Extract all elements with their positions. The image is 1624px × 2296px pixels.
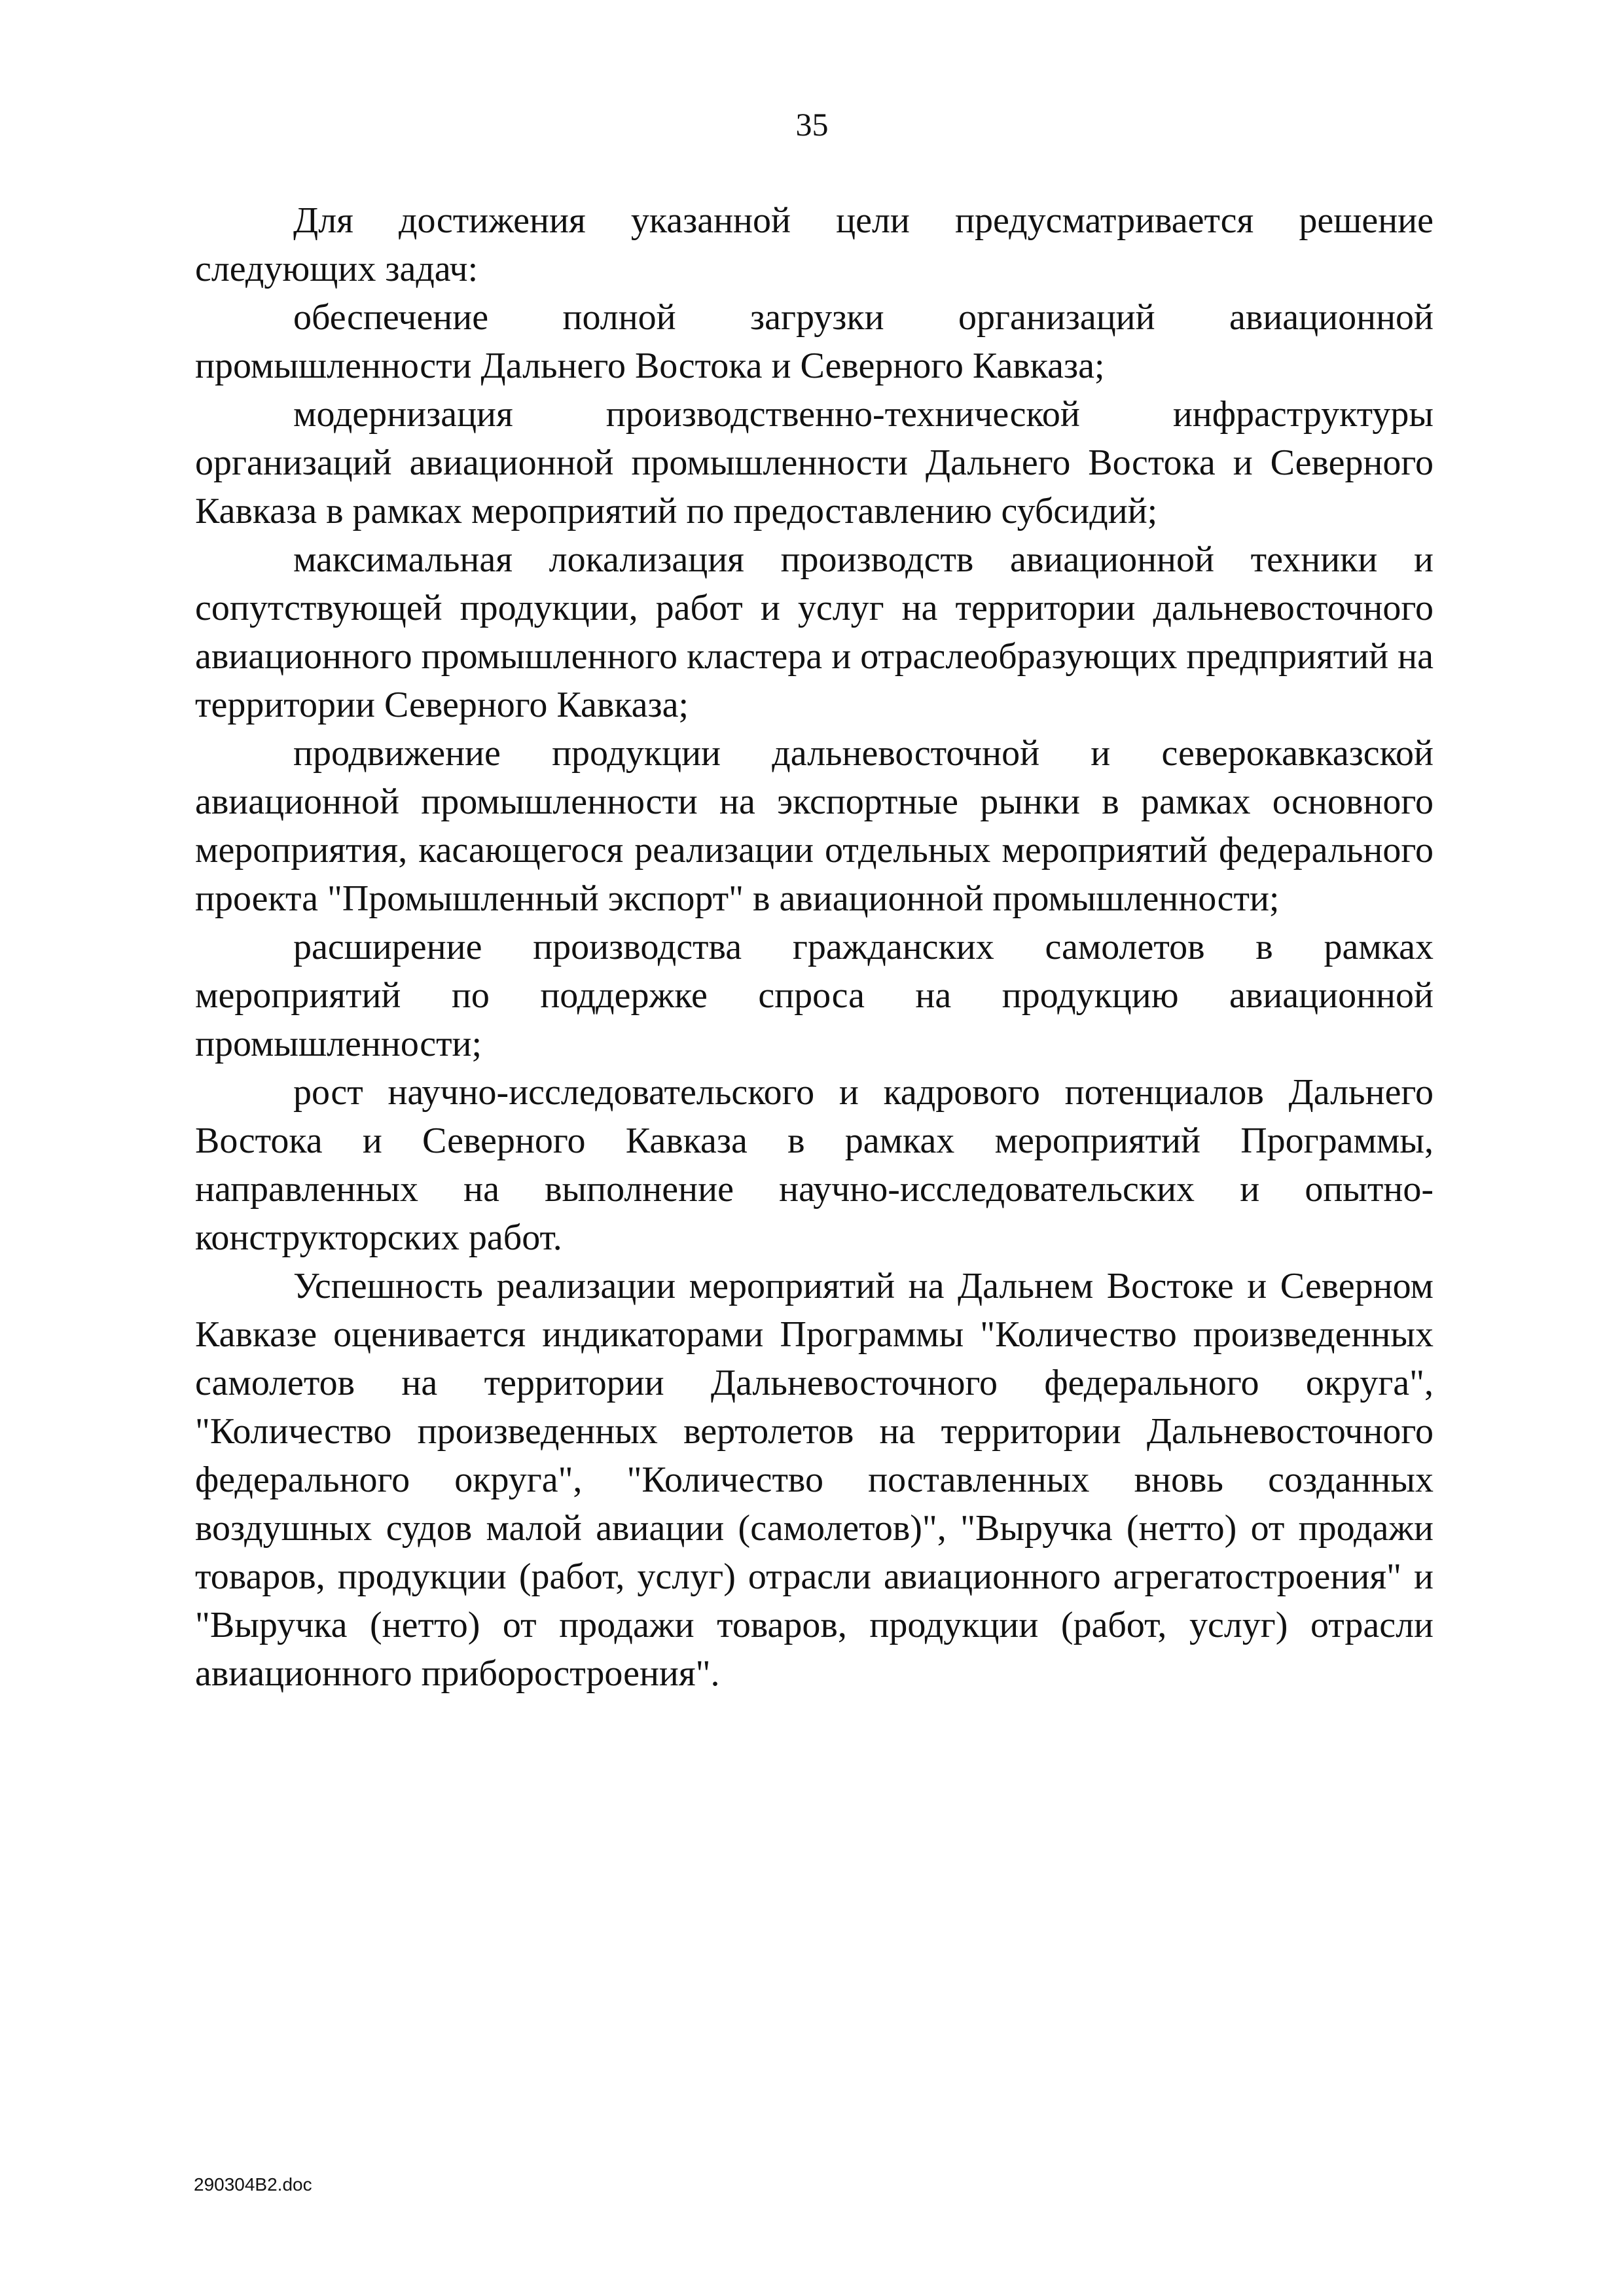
page-number: 35	[795, 106, 829, 143]
paragraph-success-indicators: Успешность реализации мероприятий на Дальнем Востоке и Северном Кавказе оценивается индикаторами Программы "Количество произведенных самолетов на территории Дальневосточного федерального округа", "Количество произведенных вертолетов на территории Дальневосточного федерального округа", "Количество поставленных вновь созданных воздушных судов малой авиации (самолетов)", "Выручка (нетто) от продажи товаров, продукции (работ, услуг) отрасли авиационного агрегатостроения" и "Выручка (нетто) от продажи товаров, продукции (работ, услуг) отрасли авиационного приборостроения".	[195, 1266, 1434, 1694]
paragraph-task-civil-aircraft: расширение производства гражданских самолетов в рамках мероприятий по поддержке спроса на продукцию авиационной промышленности;	[195, 927, 1434, 1064]
footer-document-code: 290304B2.doc	[194, 2174, 312, 2195]
document-body	[195, 196, 1434, 1698]
paragraph-task-research: рост научно-исследовательского и кадрового потенциалов Дальнего Востока и Северного Кавказа в рамках мероприятий Программы, направленных на выполнение научно-исследовательских и опытно-конструкторских работ.	[195, 1072, 1434, 1258]
paragraph-task-full-load: обеспечение полной загрузки организаций авиационной промышленности Дальнего Востока и Северного Кавказа;	[195, 297, 1434, 386]
paragraph-task-localization: максимальная локализация производств авиационной техники и сопутствующей продукции, работ и услуг на территории дальневосточного авиационного промышленного кластера и отраслеобразующих предприятий на территории Северного Кавказа;	[195, 539, 1434, 725]
paragraph-goal-intro: Для достижения указанной цели предусматривается решение следующих задач:	[195, 200, 1434, 289]
paragraph-task-modernization: модернизация производственно-технической инфраструктуры организаций авиационной промышленности Дальнего Востока и Северного Кавказа в рамках мероприятий по предоставлению субсидий;	[195, 394, 1434, 531]
paragraph-task-export: продвижение продукции дальневосточной и северокавказской авиационной промышленности на экспортные рынки в рамках основного мероприятия, касающегося реализации отдельных мероприятий федерального проекта "Промышленный экспорт" в авиационной промышленности;	[195, 733, 1434, 919]
